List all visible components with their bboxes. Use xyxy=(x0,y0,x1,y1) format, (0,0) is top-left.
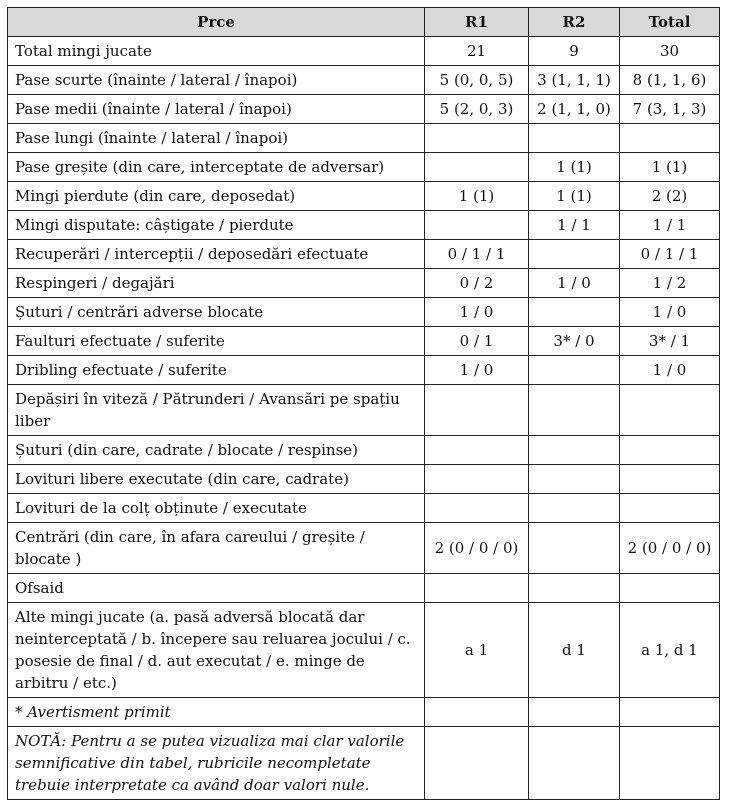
header-r2: R2 xyxy=(529,8,620,37)
cell-r1: 0 / 2 xyxy=(425,269,529,298)
cell-total xyxy=(620,436,720,465)
cell-total: 1 (1) xyxy=(620,153,720,182)
cell-r1: 1 (1) xyxy=(425,182,529,211)
row-label: Total mingi jucate xyxy=(8,37,425,66)
row-label: Pase greșite (din care, interceptate de adversar) xyxy=(8,153,425,182)
cell-r2 xyxy=(529,436,620,465)
cell-r1 xyxy=(425,436,529,465)
cell-r1: a 1 xyxy=(425,603,529,698)
cell-r2: 3 (1, 1, 1) xyxy=(529,66,620,95)
row-label: Mingi pierdute (din care, deposedat) xyxy=(8,182,425,211)
cell-r1 xyxy=(425,494,529,523)
cell-total xyxy=(620,574,720,603)
header-prce: Prce xyxy=(8,8,425,37)
table-row-note xyxy=(8,727,720,800)
cell-r2: 1 / 0 xyxy=(529,269,620,298)
table-row-warning-footnote xyxy=(8,698,720,727)
cell-r2: 1 (1) xyxy=(529,153,620,182)
cell-r2: 1 / 1 xyxy=(529,211,620,240)
cell-total: 1 / 2 xyxy=(620,269,720,298)
header-r1: R1 xyxy=(425,8,529,37)
cell-r1: 21 xyxy=(425,37,529,66)
table-row xyxy=(8,494,720,523)
cell-r2 xyxy=(529,356,620,385)
table-row xyxy=(8,240,720,269)
cell-r1 xyxy=(425,465,529,494)
row-label: Faulturi efectuate / suferite xyxy=(8,327,425,356)
cell-r2 xyxy=(529,298,620,327)
cell-r2: 1 (1) xyxy=(529,182,620,211)
cell-total: 8 (1, 1, 6) xyxy=(620,66,720,95)
table-row xyxy=(8,465,720,494)
cell-r2 xyxy=(529,698,620,727)
table-row xyxy=(8,95,720,124)
cell-r1: 2 (0 / 0 / 0) xyxy=(425,523,529,574)
cell-r2 xyxy=(529,574,620,603)
table-row xyxy=(8,66,720,95)
footnote-note: NOTĂ: Pentru a se putea vizualiza mai clar valorile semnificative din tabel, rubricile necompletate trebuie interpretate ca având doar valori nule. xyxy=(8,727,425,800)
cell-total xyxy=(620,727,720,800)
table-row xyxy=(8,356,720,385)
row-label: Respingeri / degajări xyxy=(8,269,425,298)
cell-r1: 1 / 0 xyxy=(425,356,529,385)
table-row xyxy=(8,182,720,211)
row-label: Pase scurte (înainte / lateral / înapoi) xyxy=(8,66,425,95)
row-label: Mingi disputate: câștigate / pierdute xyxy=(8,211,425,240)
cell-r1: 5 (0, 0, 5) xyxy=(425,66,529,95)
row-label: Alte mingi jucate (a. pasă adversă blocată dar neinterceptată / b. începere sau reluarea jocului / c. posesie de final / d. aut executat / e. minge de arbitru / etc.) xyxy=(8,603,425,698)
cell-r2 xyxy=(529,523,620,574)
cell-r1 xyxy=(425,153,529,182)
table-row xyxy=(8,327,720,356)
row-label: Șuturi / centrări adverse blocate xyxy=(8,298,425,327)
header-total: Total xyxy=(620,8,720,37)
cell-total xyxy=(620,494,720,523)
row-label: Centrări (din care, în afara careului / greșite / blocate ) xyxy=(8,523,425,574)
row-label: Pase lungi (înainte / lateral / înapoi) xyxy=(8,124,425,153)
cell-r2 xyxy=(529,385,620,436)
cell-r1 xyxy=(425,124,529,153)
cell-r1 xyxy=(425,698,529,727)
cell-r2 xyxy=(529,240,620,269)
cell-r2 xyxy=(529,465,620,494)
footnote-warning: * Avertisment primit xyxy=(8,698,425,727)
cell-total: 1 / 1 xyxy=(620,211,720,240)
cell-total: 2 (2) xyxy=(620,182,720,211)
row-label: Ofsaid xyxy=(8,574,425,603)
cell-total xyxy=(620,698,720,727)
cell-r2: 2 (1, 1, 0) xyxy=(529,95,620,124)
cell-r2 xyxy=(529,494,620,523)
cell-r2: d 1 xyxy=(529,603,620,698)
table-row xyxy=(8,124,720,153)
table-row xyxy=(8,574,720,603)
cell-total: 7 (3, 1, 3) xyxy=(620,95,720,124)
cell-r1 xyxy=(425,727,529,800)
row-label: Șuturi (din care, cadrate / blocate / respinse) xyxy=(8,436,425,465)
cell-total xyxy=(620,385,720,436)
cell-r1: 1 / 0 xyxy=(425,298,529,327)
cell-total: 1 / 0 xyxy=(620,298,720,327)
cell-total: a 1, d 1 xyxy=(620,603,720,698)
table-row-other-balls xyxy=(8,603,720,698)
cell-r1: 0 / 1 xyxy=(425,327,529,356)
cell-total: 1 / 0 xyxy=(620,356,720,385)
cell-total: 3* / 1 xyxy=(620,327,720,356)
table-body xyxy=(8,37,720,603)
table-row xyxy=(8,211,720,240)
cell-total xyxy=(620,465,720,494)
cell-r2 xyxy=(529,124,620,153)
table-row xyxy=(8,269,720,298)
row-label: Pase medii (înainte / lateral / înapoi) xyxy=(8,95,425,124)
cell-total: 30 xyxy=(620,37,720,66)
row-label: Dribling efectuate / suferite xyxy=(8,356,425,385)
cell-r1 xyxy=(425,385,529,436)
cell-r2: 3* / 0 xyxy=(529,327,620,356)
table-row xyxy=(8,298,720,327)
cell-r1: 0 / 1 / 1 xyxy=(425,240,529,269)
table-footer-rows xyxy=(8,603,720,800)
cell-total xyxy=(620,124,720,153)
cell-r1 xyxy=(425,574,529,603)
row-label: Recuperări / intercepții / deposedări efectuate xyxy=(8,240,425,269)
cell-total: 2 (0 / 0 / 0) xyxy=(620,523,720,574)
stats-table-wrapper xyxy=(7,7,719,800)
table-row xyxy=(8,37,720,66)
cell-r2: 9 xyxy=(529,37,620,66)
row-label: Depășiri în viteză / Pătrunderi / Avansări pe spațiu liber xyxy=(8,385,425,436)
player-stats-table xyxy=(7,7,720,800)
table-row xyxy=(8,153,720,182)
table-row xyxy=(8,436,720,465)
row-label: Lovituri libere executate (din care, cadrate) xyxy=(8,465,425,494)
cell-r2 xyxy=(529,727,620,800)
table-row xyxy=(8,385,720,436)
row-label: Lovituri de la colț obținute / executate xyxy=(8,494,425,523)
cell-r1: 5 (2, 0, 3) xyxy=(425,95,529,124)
cell-r1 xyxy=(425,211,529,240)
table-row xyxy=(8,523,720,574)
table-header-row xyxy=(8,8,720,37)
cell-total: 0 / 1 / 1 xyxy=(620,240,720,269)
